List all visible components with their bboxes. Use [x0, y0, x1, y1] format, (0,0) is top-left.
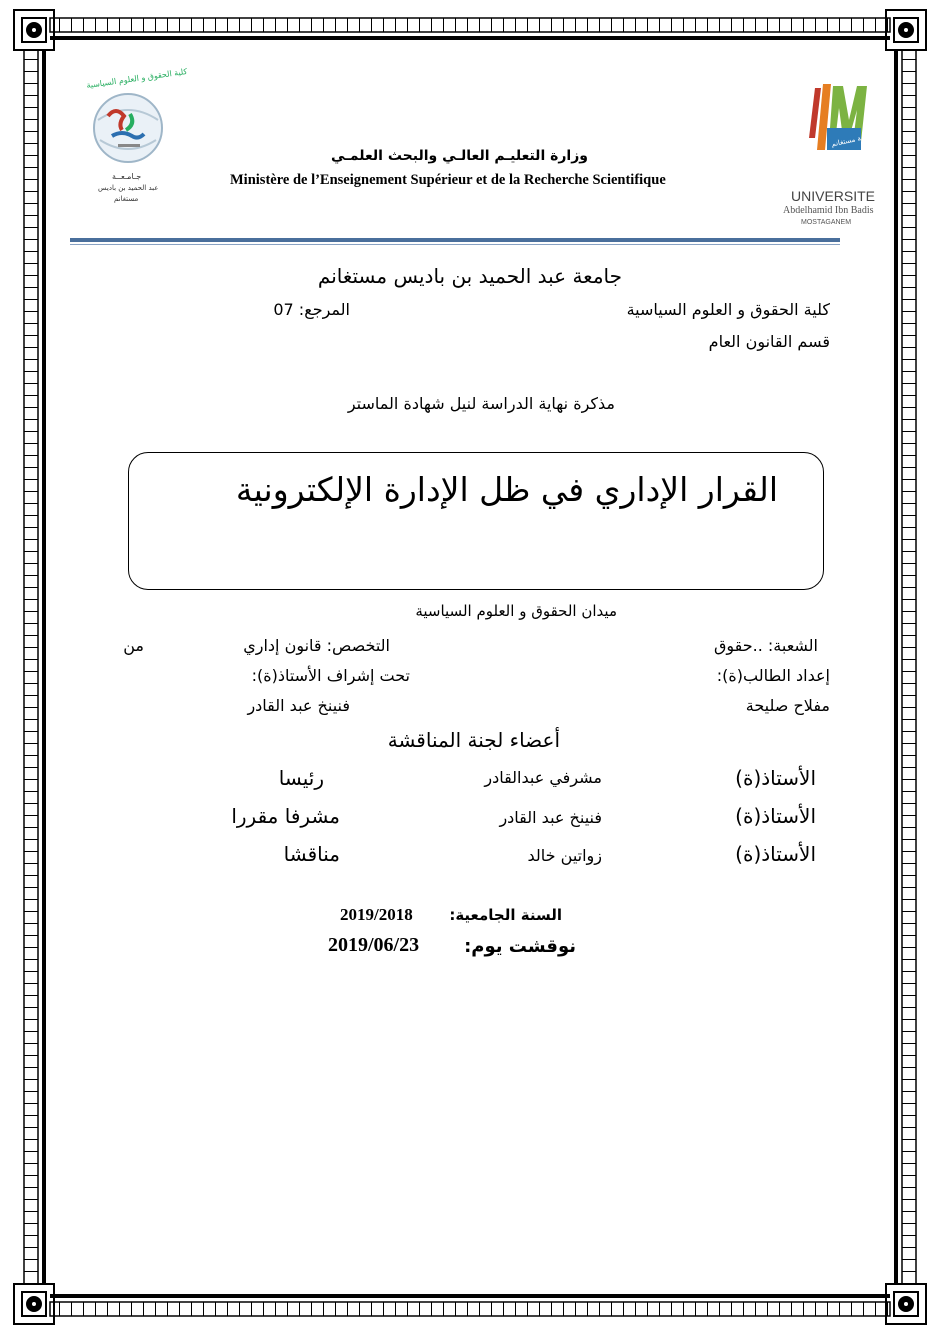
ministry-arabic: وزارة التعليـم العالـي والبحث العلمـي	[330, 148, 588, 164]
specialty-suffix: من	[123, 636, 144, 655]
university-logo-arabic: جامعة مستغانم	[830, 131, 876, 149]
committee-heading: أعضاء لجنة المناقشة	[387, 728, 560, 752]
member-title: الأستاذ(ة)	[735, 842, 816, 866]
faculty-logo-caption: كلية الحقوق و العلوم السياسية	[85, 66, 188, 91]
member-title: الأستاذ(ة)	[735, 766, 816, 790]
university-logo-city: MOSTAGANEM	[801, 219, 852, 226]
member-role: مشرفا مقررا	[231, 804, 340, 828]
academic-year-value: 2019/2018	[340, 905, 413, 924]
memo-type: مذكرة نهاية الدراسة لنيل شهادة الماستر	[347, 394, 615, 413]
reference-number: المرجع: 07	[273, 300, 350, 319]
faculty-logo-sub2: عبد الحميد بن باديس	[98, 184, 159, 192]
member-title: الأستاذ(ة)	[735, 804, 816, 828]
faculty-logo	[78, 66, 188, 210]
corner-ornament-br	[886, 1284, 926, 1324]
corner-ornament-tl	[14, 10, 54, 50]
university-logo-title: UNIVERSITE	[791, 188, 876, 204]
header-rule	[70, 238, 840, 242]
member-role: مناقشا	[283, 842, 340, 866]
corner-ornament-tr	[886, 10, 926, 50]
corner-ornament-bl	[14, 1284, 54, 1324]
academic-year-label: السنة الجامعية:	[449, 906, 562, 924]
member-role: رئيسا	[278, 766, 324, 790]
university-logo	[785, 80, 890, 230]
member-name: مشرفي عبدالقادر	[484, 768, 602, 787]
member-name: فنينخ عبد القادر	[499, 808, 602, 827]
header-rule-thin	[70, 244, 840, 245]
university-logo-sub: Abdelhamid Ibn Badis	[783, 205, 874, 216]
branch: الشعبة: ..حقوق	[713, 636, 818, 655]
supervisor-label: تحت إشراف الأستاذ(ة):	[251, 666, 410, 685]
defense-date-value: 2019/06/23	[328, 934, 420, 956]
faculty-name: كلية الحقوق و العلوم السياسية	[626, 300, 830, 319]
supervisor-name: فنينخ عبد القادر	[247, 696, 350, 715]
field-of-study: ميدان الحقوق و العلوم السياسية	[415, 602, 617, 620]
specialty: التخصص: قانون إداري	[243, 636, 390, 655]
university-name: جامعة عبد الحميد بن باديس مستغانم	[317, 264, 622, 288]
faculty-logo-sub1: جـامـعــة	[112, 172, 142, 181]
member-name: زواتين خالد	[527, 846, 602, 865]
student-label: إعداد الطالب(ة):	[716, 666, 830, 685]
department-name: قسم القانون العام	[708, 332, 830, 351]
memo-title: القرار الإداري في ظل الإدارة الإلكترونية	[235, 470, 778, 509]
faculty-logo-sub3: مستغانم	[114, 195, 139, 203]
student-name: مفلاح صليحة	[745, 696, 830, 715]
ministry-french: Ministère de l’Enseignement Supérieur et de la Recherche Scientifique	[230, 172, 666, 188]
defense-date-label: نوقشت يوم:	[464, 936, 576, 957]
